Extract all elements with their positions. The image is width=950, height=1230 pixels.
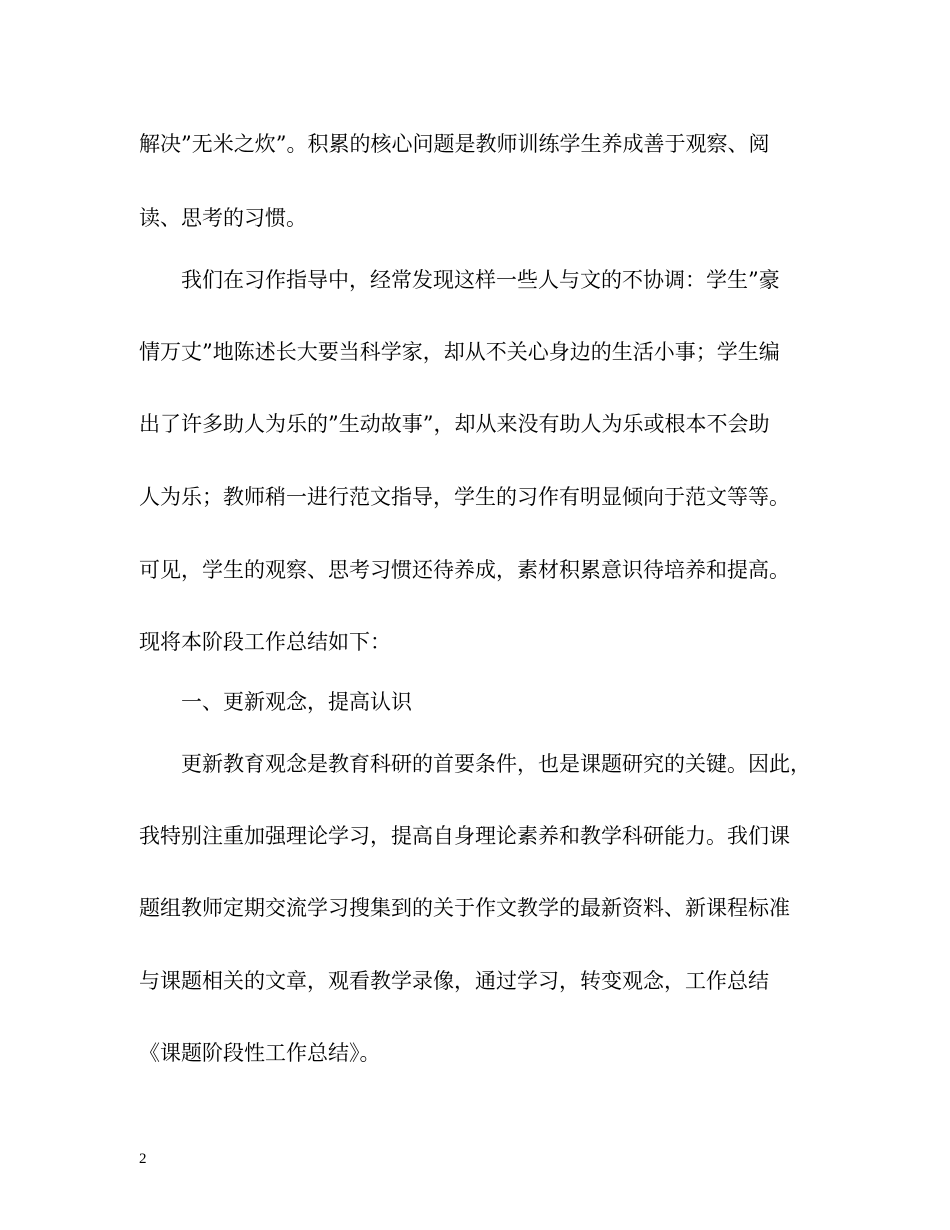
section-heading: 一、更新观念，提高认识 <box>181 690 412 714</box>
text-line: 与课题相关的文章，观看教学录像，通过学习，转变观念，工作总结 <box>139 969 769 993</box>
text-line: 出了许多助人为乐的”生动故事”，却从来没有助人为乐或根本不会助 <box>139 412 770 436</box>
text-line: 解决”无米之炊”。积累的核心问题是教师训练学生养成善于观察、阅 <box>139 132 770 156</box>
text-line: 现将本阶段工作总结如下： <box>139 630 391 654</box>
text-line: 读、思考的习惯。 <box>139 206 307 230</box>
paragraph-start-line: 我们在习作指导中，经常发现这样一些人与文的不协调：学生”豪 <box>181 268 780 292</box>
text-line: 题组教师定期交流学习搜集到的关于作文教学的最新资料、新课程标准 <box>139 896 790 920</box>
text-line: 《课题阶段性工作总结》。 <box>139 1041 381 1065</box>
text-line: 可见，学生的观察、思考习惯还待养成，素材积累意识待培养和提高。 <box>139 558 790 582</box>
text-line: 我特别注重加强理论学习，提高自身理论素养和教学科研能力。我们课 <box>139 824 790 848</box>
text-line: 人为乐；教师稍一进行范文指导，学生的习作有明显倾向于范文等等。 <box>139 485 790 509</box>
paragraph-start-line: 更新教育观念是教育科研的首要条件，也是课题研究的关键。因此， <box>181 752 811 776</box>
page-number: 2 <box>139 1151 147 1167</box>
text-line: 情万丈”地陈述长大要当科学家，却从不关心身边的生活小事；学生编 <box>139 340 780 364</box>
